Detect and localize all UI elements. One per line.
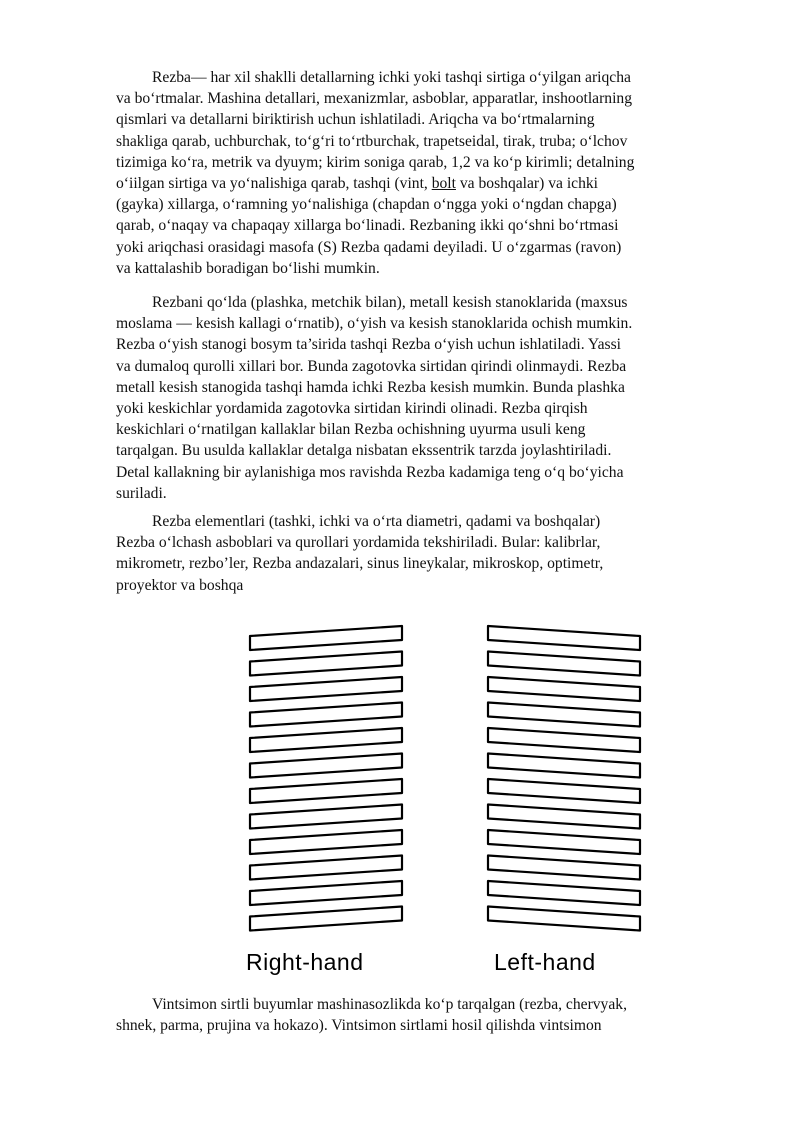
text-line: va dumaloq qurolli xillari bor. Bunda zagotovka sirtidan qirindi olinmaydi. Rezba [116,357,627,375]
text-line: keskichlari o‘rnatilgan kallaklar bilan Rezba ochishning uyurma usuli keng [116,421,586,439]
text-line: tizimiga ko‘ra, metrik va dyuym; kirim soniga qarab, 1,2 va ko‘p kirimli; detalning [116,153,635,171]
right-hand-thread-crest [250,907,402,931]
text-segment: va boshqalar) va ichki [455,174,598,192]
text-line [116,173,686,194]
text-line: yoki ariqchasi orasidagi masofa (S) Rezba qadami deyiladi. U o‘zgarmas (ravon) [116,238,622,256]
left-hand-label: Left-hand [494,949,596,975]
text-line: mikrometr, rezbo’ler, Rezba andazalari, sinus lineykalar, mikroskop, optimetr, [116,555,604,573]
text-line: Vintsimon sirtli buyumlar mashinasozlikda ko‘p tarqalgan (rezba, chervyak, [152,996,627,1013]
text-line: qismlari va detallarni biriktirish uchun ishlatiladi. Ariqcha va bo‘rtmalarning [116,111,595,129]
right-hand-thread-crest [250,652,402,676]
left-hand-thread-crest [488,754,640,778]
left-hand-thread-crest [488,856,640,880]
text-line: Detal kallakning bir aylanishiga mos ravishda Rezba kadamiga teng o‘q bo‘yicha [116,463,624,481]
right-hand-thread-crest [250,805,402,829]
right-hand-thread-crest [250,881,402,905]
text-line: shnek, parma, prujina va hokazo). Vintsimon sirtlami hosil qilishda vintsimon [116,1017,602,1035]
left-hand-thread-crest [488,805,640,829]
text-line: (gayka) xillarga, o‘ramning yo‘nalishiga (chapdan o‘ngga yoki o‘ngdan chapga) [116,196,617,214]
paragraph-4 [116,994,686,1036]
thread-direction-figure [232,618,652,983]
left-hand-thread-crest [488,881,640,905]
paragraph-2 [116,292,686,504]
left-hand-thread-crest [488,626,640,650]
text-line: Rezba— har xil shaklli detallarning ichki yoki tashqi sirtiga o‘yilgan ariqcha [152,69,631,86]
text-line: Rezbani qo‘lda (plashka, metchik bilan), metall kesish stanoklarida (maxsus [152,294,628,311]
text-line: proyektor va boshqa [116,576,244,594]
left-hand-thread-crest [488,677,640,701]
text-line: va kattalashib boradigan bo‘lishi mumkin. [116,259,380,277]
paragraph-3 [116,511,686,596]
right-hand-label: Right-hand [246,949,364,975]
text-line: Rezba o‘yish stanogi bosym ta’sirida tashqi Rezba o‘yish uchun ishlatiladi. Yassi [116,336,622,354]
right-hand-thread-crest [250,703,402,727]
right-hand-thread-crest [250,754,402,778]
right-hand-thread-crest [250,856,402,880]
text-segment: o‘iilgan sirtiga va yo‘nalishiga qarab, tashqi (vint, [116,174,432,192]
right-hand-thread-crest [250,830,402,854]
left-hand-thread-crest [488,779,640,803]
text-line: tarqalgan. Bu usulda kallaklar detalga nisbatan ekssentrik tarzda joylashtiriladi. [116,442,612,460]
text-line: suriladi. [116,484,167,502]
text-line: Rezba o‘lchash asboblari va qurollari yordamida tekshiriladi. Bular: kalibrlar, [116,534,601,552]
thread-illustration [232,618,652,983]
paragraph-1 [116,67,686,279]
text-line: Rezba elementlari (tashki, ichki va o‘rta diametri, qadami va boshqalar) [152,513,601,530]
left-hand-thread-crest [488,652,640,676]
text-line: yoki keskichlar yordamida zagotovka sirtidan kirindi olinadi. Rezba qirqish [116,399,588,417]
text-line: metall kesish stanogida tashqi hamda ichki Rezba kesish mumkin. Bunda plashka [116,378,625,396]
left-hand-thread-crest [488,703,640,727]
bolt-link[interactable]: bolt [431,174,456,192]
text-line: va bo‘rtmalar. Mashina detallari, mexanizmlar, asboblar, apparatlar, inshootlarning [116,90,633,108]
right-hand-thread-crest [250,728,402,752]
text-line: qarab, o‘naqay va chapaqay xillarga bo‘linadi. Rezbaning ikki qo‘shni bo‘rtmasi [116,217,619,235]
right-hand-thread-crest [250,779,402,803]
right-hand-thread-crest [250,677,402,701]
left-hand-thread-crest [488,907,640,931]
text-line: shakliga qarab, uchburchak, to‘g‘ri to‘rtburchak, trapetseidal, tirak, truba; o‘lchov [116,132,628,150]
left-hand-thread-crest [488,728,640,752]
text-line: moslama — kesish kallagi o‘rnatib), o‘yish va kesish stanoklarida ochish mumkin. [116,315,633,333]
left-hand-thread-crest [488,830,640,854]
right-hand-thread-crest [250,626,402,650]
